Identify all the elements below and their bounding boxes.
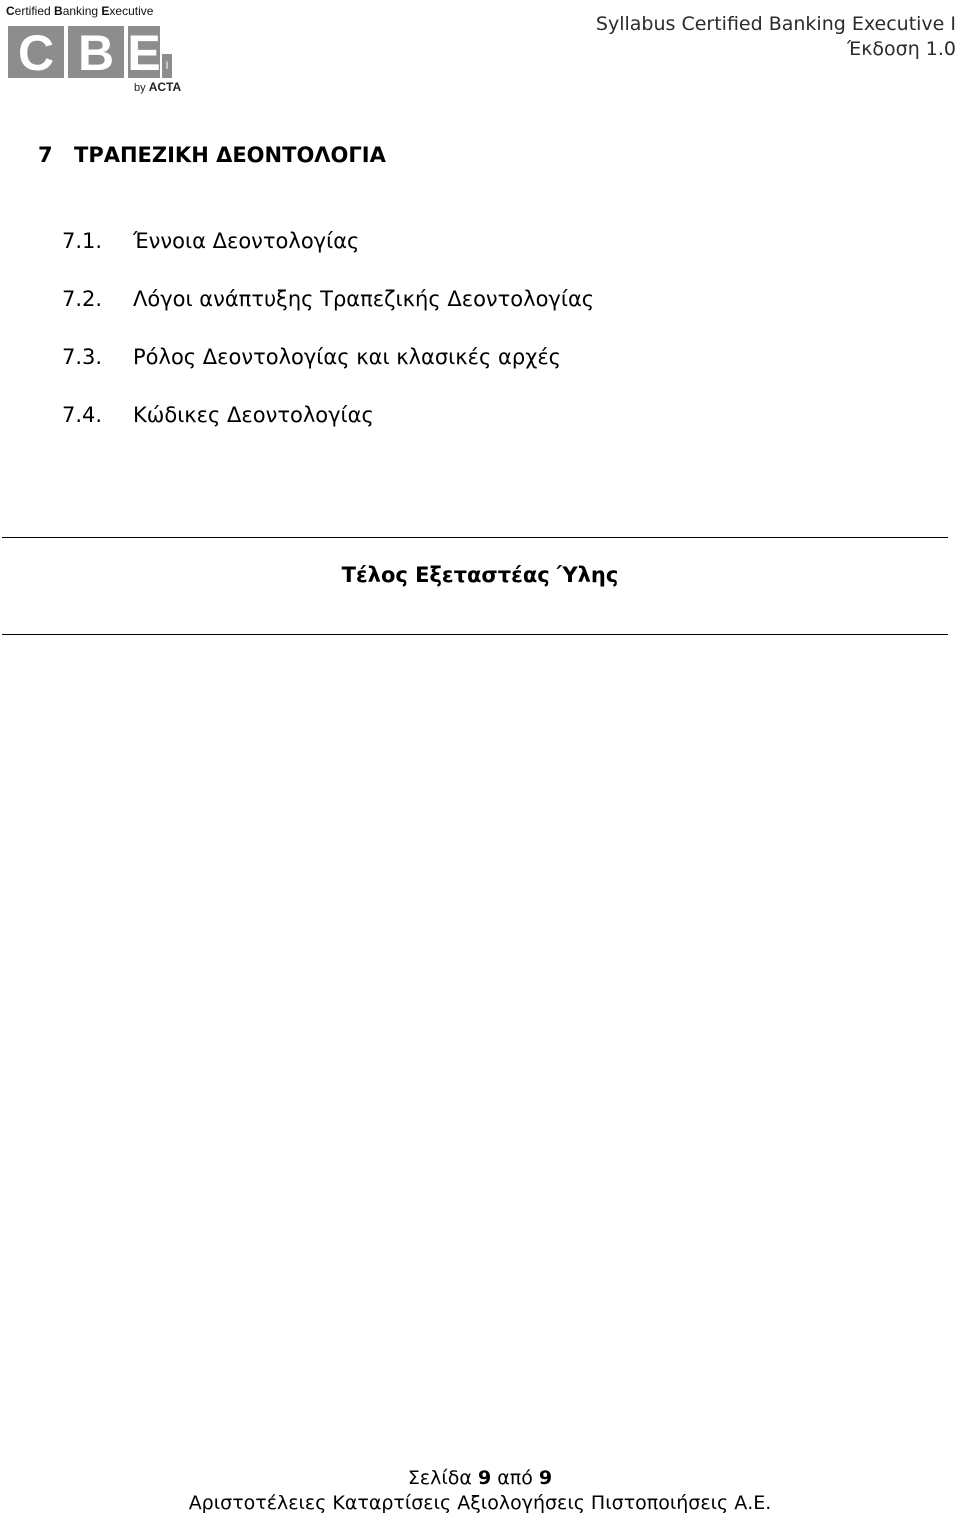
logo-letter-b: B bbox=[77, 25, 115, 81]
syllabus-title: Syllabus Certified Banking Executive I bbox=[595, 13, 956, 35]
cbe-logo bbox=[4, 2, 190, 94]
divider-top bbox=[2, 537, 948, 538]
page-number: Σελίδα 9 από 9 bbox=[407, 1467, 553, 1489]
section-title: Κώδικες Δεοντολογίας bbox=[133, 403, 374, 427]
section-title: Έννοια Δεοντολογίας bbox=[133, 229, 360, 253]
chapter-heading bbox=[38, 143, 386, 167]
current-page: 9 bbox=[478, 1467, 492, 1489]
total-pages: 9 bbox=[538, 1467, 553, 1489]
logo-by-acta: by ACTA bbox=[134, 80, 182, 94]
section-item bbox=[62, 345, 561, 369]
end-of-syllabus-title: Τέλος Εξεταστέας Ύλης bbox=[341, 563, 619, 587]
divider-bottom bbox=[2, 634, 948, 635]
section-number: 7.4. bbox=[62, 403, 103, 427]
section-number: 7.1. bbox=[62, 229, 103, 253]
section-number: 7.2. bbox=[62, 287, 103, 311]
section-title: Ρόλος Δεοντολογίας και κλασικές αρχές bbox=[133, 345, 561, 369]
logo-tagline: Certified Banking Executive bbox=[6, 4, 154, 18]
chapter-number: 7 bbox=[38, 143, 53, 167]
section-item bbox=[62, 403, 374, 427]
section-number: 7.3. bbox=[62, 345, 103, 369]
section-item bbox=[62, 229, 359, 253]
logo-letter-e: E bbox=[127, 25, 161, 81]
chapter-title: ΤΡΑΠΕΖΙΚΗ ΔΕΟΝΤΟΛΟΓΙΑ bbox=[74, 143, 386, 167]
version-label: Έκδοση 1.0 bbox=[847, 38, 956, 60]
footer-company: Αριστοτέλειες Καταρτίσεις Αξιολογήσεις Πιστοποιήσεις Α.Ε. bbox=[188, 1492, 772, 1514]
logo-subscript: I bbox=[165, 60, 169, 72]
document-header bbox=[596, 12, 956, 62]
section-item bbox=[62, 287, 594, 311]
logo-letter-c: C bbox=[17, 25, 55, 81]
section-title: Λόγοι ανάπτυξης Τραπεζικής Δεοντολογίας bbox=[133, 287, 595, 311]
